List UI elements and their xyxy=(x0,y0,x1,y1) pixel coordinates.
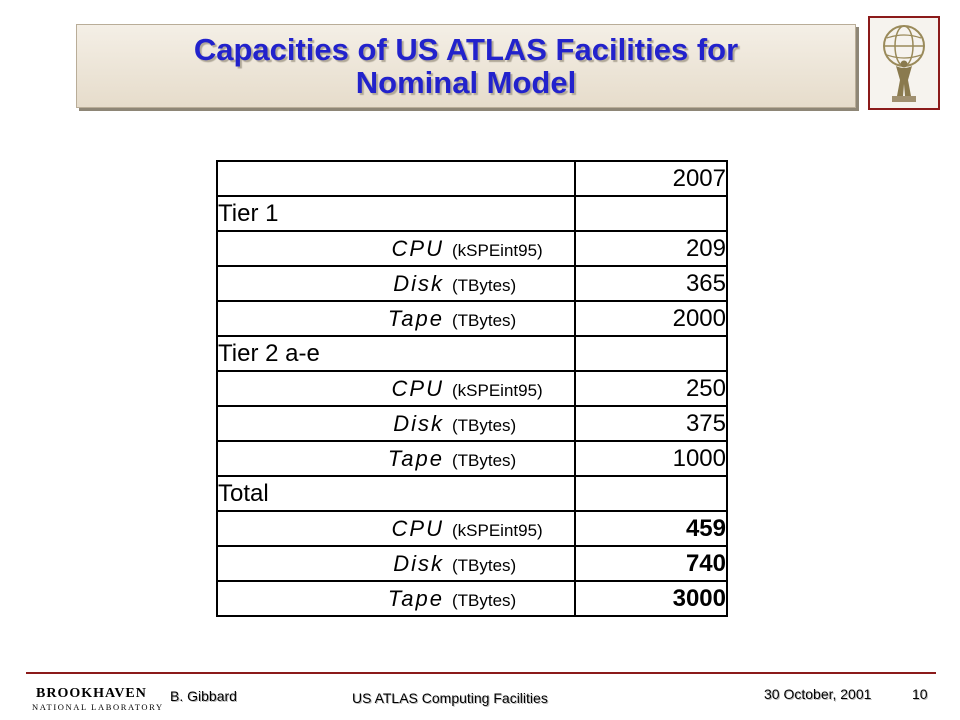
item-unit: (kSPEint95) xyxy=(452,240,543,260)
item-value: 459 xyxy=(575,511,727,546)
table-row xyxy=(217,371,727,406)
year-header: 2007 xyxy=(575,161,727,196)
brookhaven-subtitle: NATIONAL LABORATORY xyxy=(32,702,164,712)
section-value-blank xyxy=(575,336,727,371)
table-row xyxy=(217,581,727,616)
table-row xyxy=(217,406,727,441)
item-unit: (kSPEint95) xyxy=(452,520,543,540)
item-label-cell xyxy=(217,546,575,581)
item-value: 250 xyxy=(575,371,727,406)
item-value: 740 xyxy=(575,546,727,581)
item-label-cell xyxy=(217,266,575,301)
slide-title-line-2: Nominal Model xyxy=(355,65,577,100)
item-label-cell xyxy=(217,301,575,336)
item-value: 365 xyxy=(575,266,727,301)
table-row xyxy=(217,546,727,581)
atlas-statue-icon xyxy=(870,18,938,108)
item-name: Disk xyxy=(393,550,444,576)
footer-author: B. Gibbard xyxy=(170,688,237,704)
section-label: Tier 1 xyxy=(217,196,575,231)
brookhaven-logo: BROOKHAVEN xyxy=(36,686,147,701)
header-row xyxy=(217,161,727,196)
capacity-table xyxy=(216,160,728,617)
item-value: 2000 xyxy=(575,301,727,336)
item-label-cell xyxy=(217,441,575,476)
section-value-blank xyxy=(575,196,727,231)
header-blank-cell xyxy=(217,161,575,196)
table-row xyxy=(217,266,727,301)
footer-divider xyxy=(26,672,936,674)
section-row xyxy=(217,476,727,511)
item-unit: (kSPEint95) xyxy=(452,380,543,400)
item-name: Disk xyxy=(393,270,444,296)
item-value: 375 xyxy=(575,406,727,441)
table-row xyxy=(217,231,727,266)
atlas-logo xyxy=(868,16,940,110)
item-name: CPU xyxy=(391,375,444,401)
item-label-cell xyxy=(217,511,575,546)
item-unit: (TBytes) xyxy=(452,415,517,435)
item-value: 1000 xyxy=(575,441,727,476)
item-name: Tape xyxy=(387,305,444,331)
table-row xyxy=(217,301,727,336)
table-row xyxy=(217,511,727,546)
item-unit: (TBytes) xyxy=(452,450,517,470)
item-value: 3000 xyxy=(575,581,727,616)
footer-center-title: US ATLAS Computing Facilities xyxy=(352,690,548,706)
item-label-cell xyxy=(217,581,575,616)
item-name: Disk xyxy=(393,410,444,436)
item-unit: (TBytes) xyxy=(452,555,517,575)
item-name: CPU xyxy=(391,515,444,541)
item-label-cell xyxy=(217,406,575,441)
table-row xyxy=(217,441,727,476)
footer-page-number: 10 xyxy=(912,686,928,702)
section-label: Total xyxy=(217,476,575,511)
slide-title-box xyxy=(76,24,856,108)
item-unit: (TBytes) xyxy=(452,275,517,295)
item-name: Tape xyxy=(387,585,444,611)
section-row xyxy=(217,336,727,371)
slide-title-line-1: Capacities of US ATLAS Facilities for xyxy=(193,32,739,67)
item-value: 209 xyxy=(575,231,727,266)
item-name: Tape xyxy=(387,445,444,471)
item-unit: (TBytes) xyxy=(452,310,517,330)
item-name: CPU xyxy=(391,235,444,261)
item-label-cell xyxy=(217,231,575,266)
item-unit: (TBytes) xyxy=(452,590,517,610)
section-row xyxy=(217,196,727,231)
footer-date: 30 October, 2001 xyxy=(764,686,872,702)
section-value-blank xyxy=(575,476,727,511)
item-label-cell xyxy=(217,371,575,406)
section-label: Tier 2 a-e xyxy=(217,336,575,371)
